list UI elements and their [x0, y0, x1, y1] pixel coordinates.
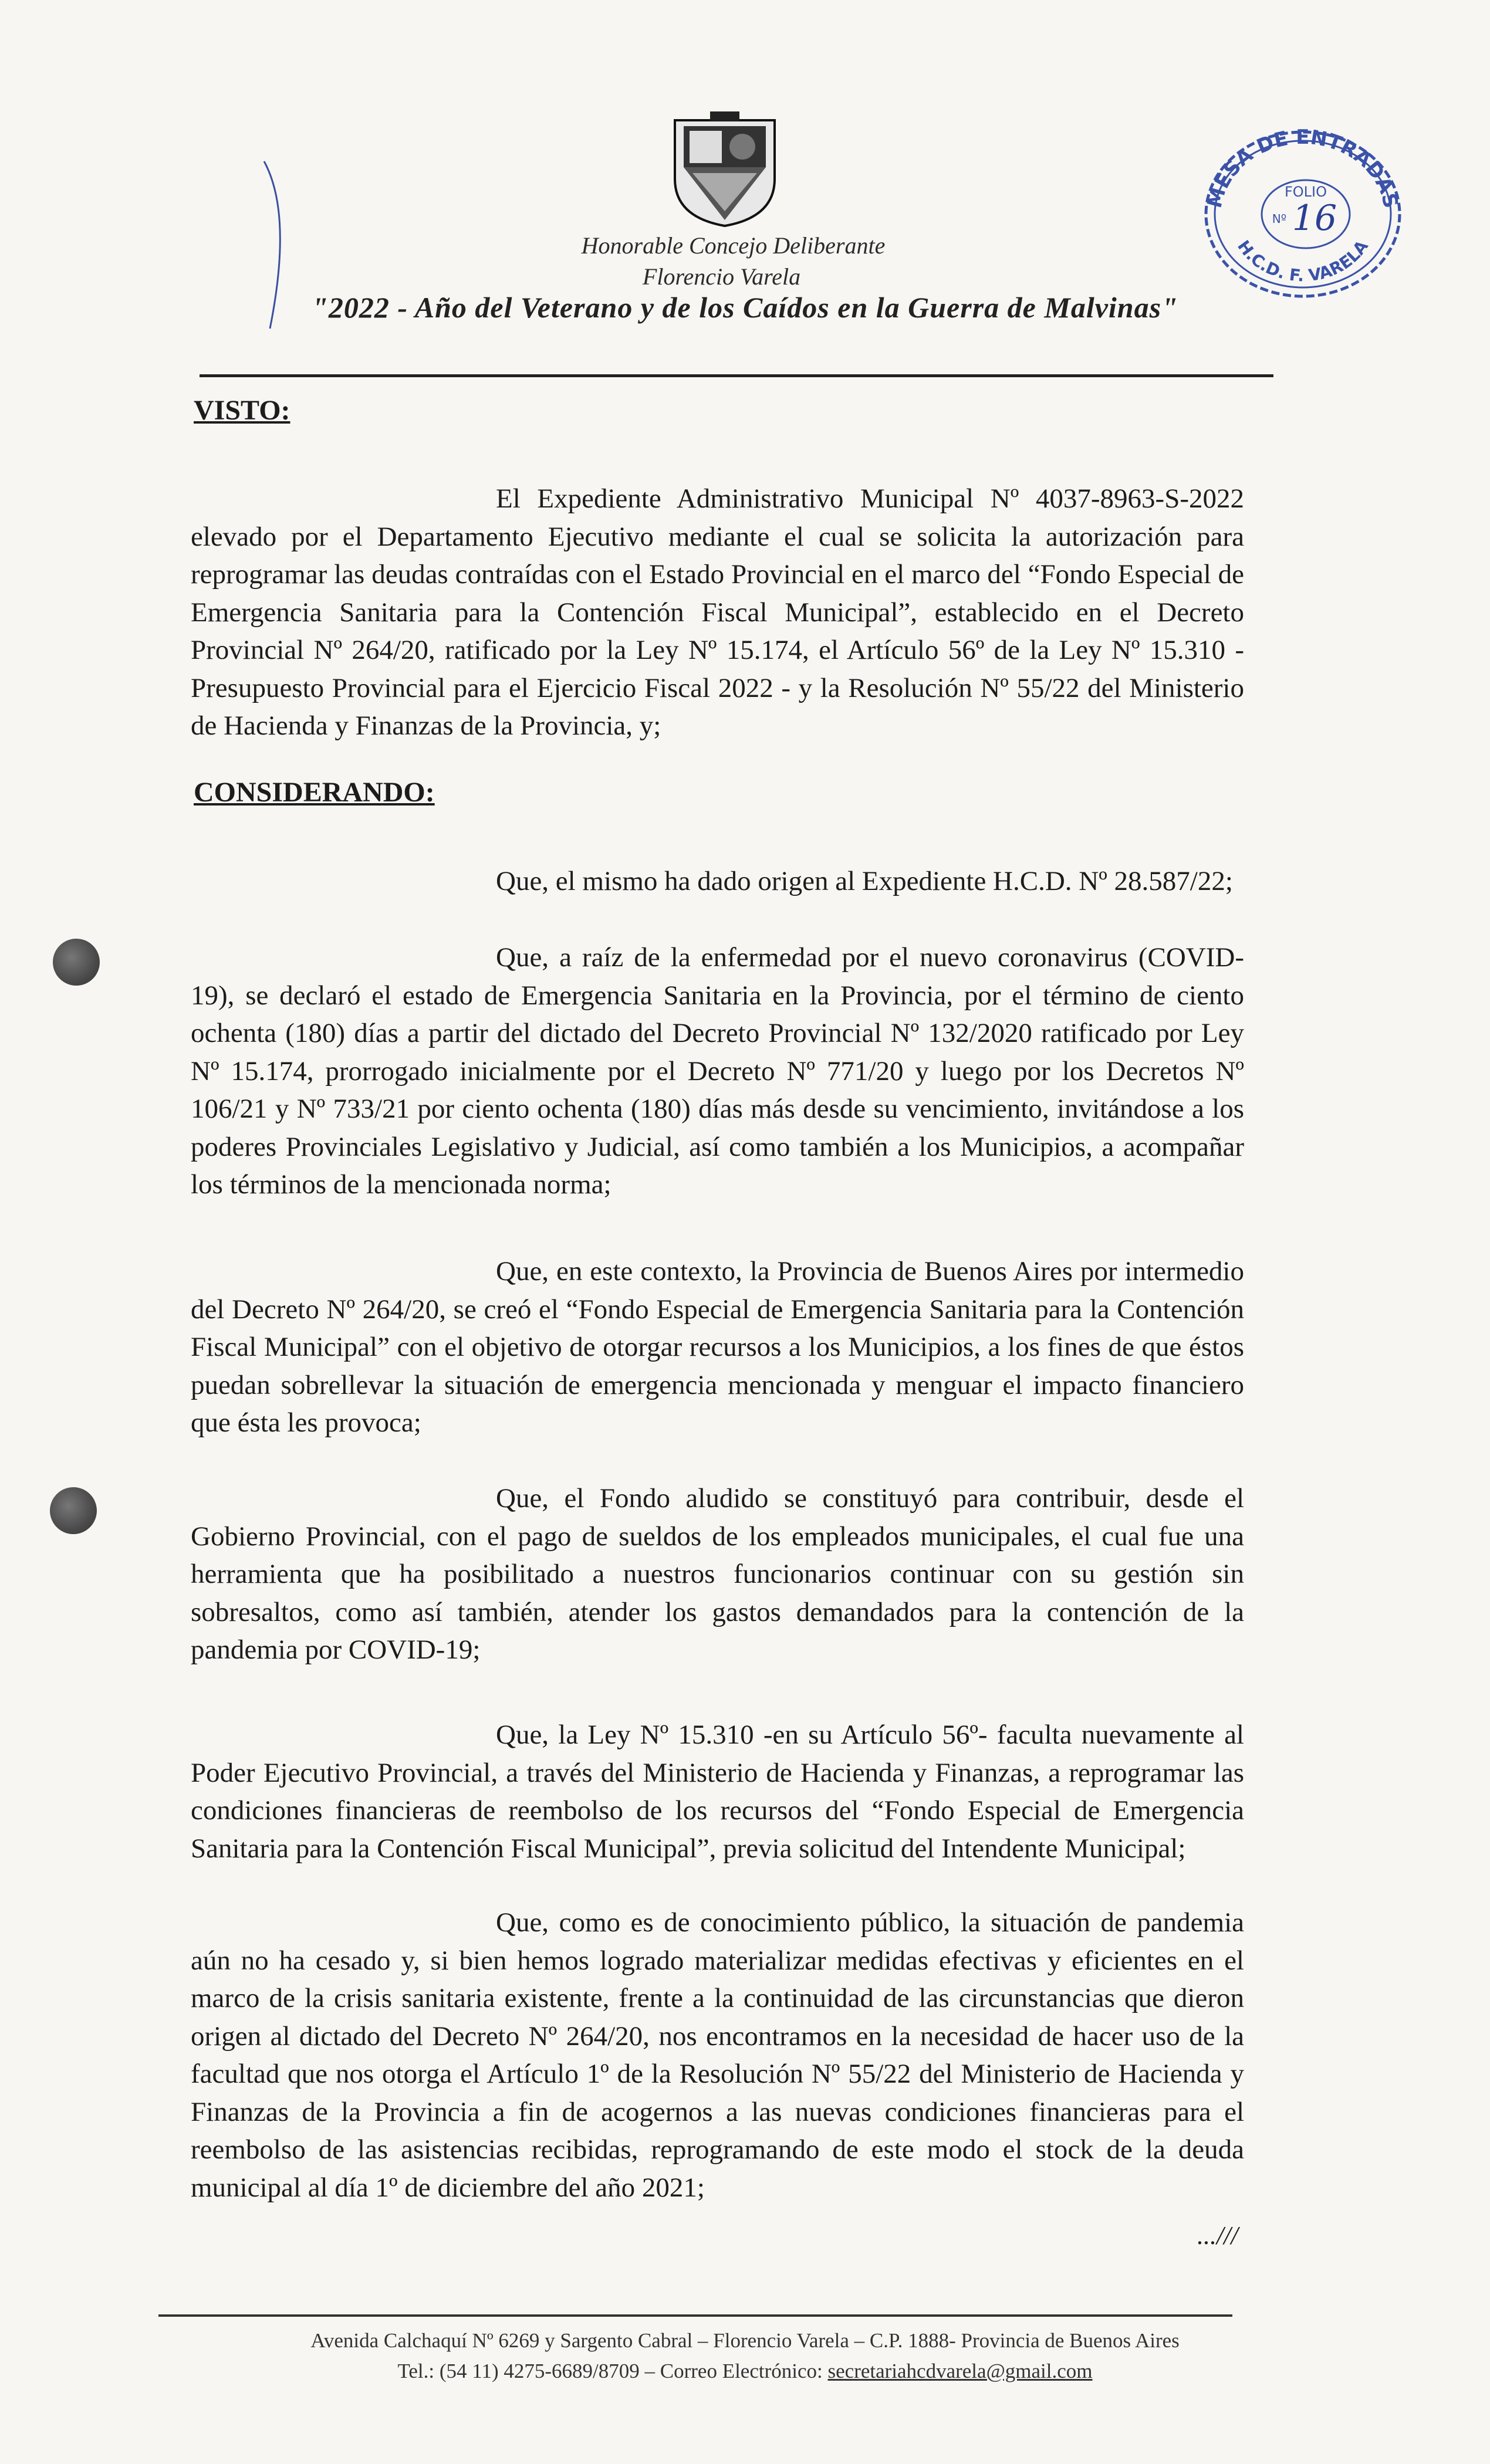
svg-text:H.C.D. F. VARELA	[1234, 236, 1372, 285]
coat-of-arms-logo	[669, 109, 781, 229]
footer-address: Avenida Calchaquí Nº 6269 y Sargento Cabral – Florencio Varela – C.P. 1888- Provincia de Buenos Aires	[310, 2329, 1180, 2352]
stamp-top-text: MESA DE ENTRADAS	[1202, 125, 1403, 211]
city-name: Florencio Varela	[642, 263, 801, 290]
stamp-bottom-text: H.C.D. F. VARELA	[1234, 236, 1372, 286]
footer-phone: Tel.: (54 11) 4275-6689/8709 – Correo Electrónico:	[397, 2360, 828, 2382]
stamp-number-label: Nº	[1272, 212, 1287, 226]
footer-divider	[158, 2314, 1232, 2317]
visto-heading: VISTO:	[194, 395, 290, 426]
stamp-folio-label: FOLIO	[1284, 184, 1327, 200]
header-divider	[200, 374, 1273, 377]
stamp-folio-number: 16	[1292, 198, 1337, 239]
considerando-paragraph-1: Que, el mismo ha dado origen al Expediente H.C.D. Nº 28.587/22;	[496, 866, 1233, 896]
considerando-heading: CONSIDERANDO:	[194, 777, 435, 808]
considerando-paragraph-6: Que, como es de conocimiento público, la situación de pandemia aún no ha cesado y, si bien hemos logrado materializar medidas efectivas y eficientes en el marco de la crisis sanitaria existente, frente a la continuidad de las circunstancias que dieron origen al dictado del Decreto Nº 264/20, nos encontramos en la necesidad de hacer uso de la facultad que nos otorga el Artículo 1º de la Resolución Nº 55/22 del Ministerio de Hacienda y Finanzas de la Provincia a fin de acogernos a las nuevas condiciones financieras para el reembolso de las asistencias recibidas, reprogramando de este modo el stock de la deuda municipal al día 1º de diciembre del año 2021;	[191, 1907, 1244, 2203]
visto-paragraph: El Expediente Administrativo Municipal Nº 4037-8963-S-2022 elevado por el Departamento Ejecutivo mediante el cual se solicita la autorización para reprogramar las deudas contraídas con el Estado Provincial en el marco del “Fondo Especial de Emergencia Sanitaria para la Contención Fiscal Municipal”, establecido en el Decreto Provincial Nº 264/20, ratificado por la Ley Nº 15.174, el Artículo 56º de la Ley Nº 15.310 - Presupuesto Provincial para el Ejercicio Fiscal 2022 - y la Resolución Nº 55/22 del Ministerio de Hacienda y Finanzas de la Provincia, y;	[191, 483, 1244, 741]
considerando-paragraph-2: Que, a raíz de la enfermedad por el nuevo coronavirus (COVID-19), se declaró el estado de Emergencia Sanitaria en la Provincia, por el término de ciento ochenta (180) días a partir del dictado del Decreto Provincial Nº 132/2020 ratificado por Ley Nº 15.174, prorrogado inicialmente por el Decreto Nº 771/20 y luego por los Decretos Nº 106/21 y Nº 733/21 por ciento ochenta (180) días más desde su vencimiento, invitándose a los poderes Provinciales Legislativo y Judicial, así como también a los Municipios, a acompañar los términos de la mencionada norma;	[191, 942, 1244, 1200]
considerando-paragraph-4: Que, el Fondo aludido se constituyó para contribuir, desde el Gobierno Provincial, con el pago de sueldos de los empleados municipales, el cual fue una herramienta que ha posibilitado a nuestros funcionarios continuar con su gestión sin sobresaltos, como así también, atender los gastos demandados para la contención de la pandemia por COVID-19;	[191, 1483, 1244, 1665]
year-motto: "2022 - Año del Veterano y de los Caídos en la Guerra de Malvinas"	[312, 291, 1178, 324]
punch-hole-lower	[50, 1487, 97, 1534]
continuation-mark: ...///	[1197, 2221, 1238, 2250]
punch-hole-upper	[53, 939, 100, 986]
footer-contact	[0, 2360, 1490, 2383]
mesa-de-entradas-stamp	[1191, 117, 1414, 305]
considerando-paragraph-5: Que, la Ley Nº 15.310 -en su Artículo 56º- faculta nuevamente al Poder Ejecutivo Provincial, a través del Ministerio de Hacienda y Finanzas, a reprogramar las condiciones financieras de reembolso de los recursos del “Fondo Especial de Emergencia Sanitaria para la Contención Fiscal Municipal”, previa solicitud del Intendente Municipal;	[191, 1720, 1244, 1864]
institution-name: Honorable Concejo Deliberante	[581, 232, 886, 259]
footer-email-link[interactable]: secretariahcdvarela@gmail.com	[827, 2360, 1093, 2382]
considerando-paragraph-3: Que, en este contexto, la Provincia de Buenos Aires por intermedio del Decreto Nº 264/20, se creó el “Fondo Especial de Emergencia Sanitaria para la Contención Fiscal Municipal” con el objetivo de otorgar recursos a los Municipios, a los fines de que éstos puedan sobrellevar la situación de emergencia mencionada y menguar el impacto financiero que ésta les provoca;	[191, 1256, 1244, 1438]
